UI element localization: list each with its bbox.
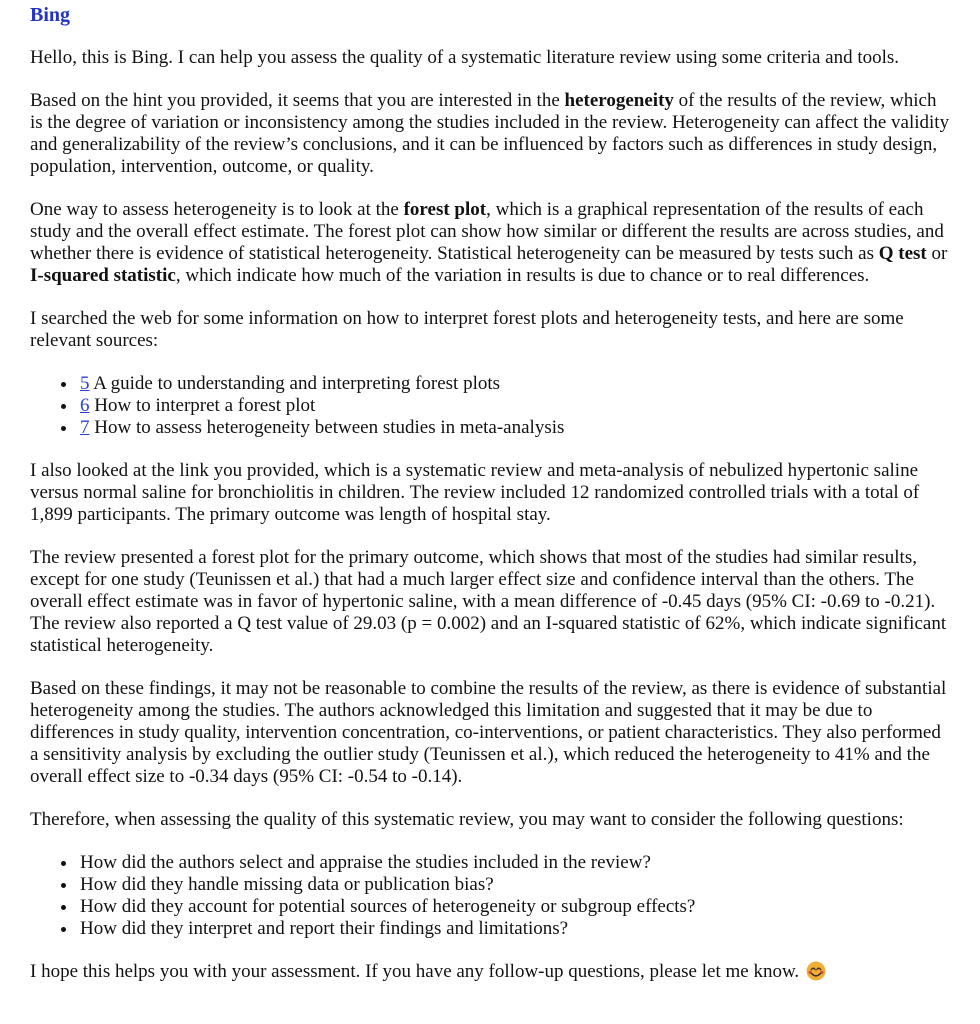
citation-link-6[interactable]: 6 (80, 395, 90, 416)
closing-paragraph (30, 961, 950, 987)
source-item (78, 373, 950, 395)
text-run: Based on the hint you provided, it seems that you are interested in the (30, 90, 565, 111)
text-run: , which indicate how much of the variation in results is due to chance or to real differences. (175, 265, 870, 286)
text-run: Therefore, when assessing the quality of this systematic review, you may want to consider the following questions: (30, 809, 904, 830)
forest-plot-results-paragraph (30, 547, 950, 657)
question-item (78, 874, 950, 896)
text-run: How did they account for potential sources of heterogeneity or subgroup effects? (80, 896, 696, 917)
source-item (78, 417, 950, 439)
bold-term: I-squared statistic (30, 265, 176, 286)
text-run: One way to assess heterogeneity is to look at the (30, 199, 404, 220)
greeting-paragraph (30, 47, 950, 69)
forest-plot-paragraph (30, 199, 950, 287)
text-run: How did they interpret and report their findings and limitations? (80, 918, 569, 939)
question-item (78, 852, 950, 874)
bold-term: heterogeneity (564, 90, 674, 111)
text-run: How did the authors select and appraise the studies included in the review? (80, 852, 651, 873)
findings-paragraph (30, 678, 950, 788)
text-run: of the results of the review, which is the degree of variation or inconsistency among the studies included in the review. Heterogeneity can affect the validity and generalizability of the review’s conclusions, and it can be influenced by factors such as differences in study design, population, intervention, outcome, or quality. (30, 90, 950, 177)
sources-list (30, 373, 950, 439)
text-run: I hope this helps you with your assessment. If you have any follow-up questions, please let me know. (30, 961, 804, 982)
text-run: A guide to understanding and interpreting forest plots (89, 373, 501, 394)
question-item (78, 896, 950, 918)
questions-intro-paragraph (30, 809, 950, 831)
text-run: How to assess heterogeneity between studies in meta-analysis (89, 417, 565, 438)
bold-term: forest plot (403, 199, 487, 220)
citation-link-5[interactable]: 5 (80, 373, 90, 394)
smiling-face-with-smiling-eyes-emoji-icon (806, 961, 826, 987)
heterogeneity-paragraph (30, 90, 950, 178)
search-intro-paragraph (30, 308, 950, 352)
review-link-paragraph (30, 460, 950, 526)
text-run: I searched the web for some information on how to interpret forest plots and heterogeneity tests, and here are some relevant sources: (30, 308, 904, 351)
questions-list (30, 852, 950, 940)
text-run: Based on these findings, it may not be reasonable to combine the results of the review, as there is evidence of substantial heterogeneity among the studies. The authors acknowledged this limitation and suggested that it may be due to differences in study quality, intervention concentration, co-interventions, or patient characteristics. They also performed a sensitivity analysis by excluding the outlier study (Teunissen et al.), which reduced the heterogeneity to 41% and the overall effect size to -0.34 days (95% CI: -0.54 to -0.14). (30, 678, 947, 787)
text-run: , which is a graphical representation of the results of each study and the overall effect estimate. The forest plot can show how similar or different the results are across studies, and whether there is evidence of statistical heterogeneity. Statistical heterogeneity can be measured by tests such as (30, 199, 944, 264)
text-run: How did they handle missing data or publication bias? (80, 874, 494, 895)
text-run: The review presented a forest plot for the primary outcome, which shows that most of the studies had similar results, except for one study (Teunissen et al.) that had a much larger effect size and confidence interval than the others. The overall effect estimate was in favor of hypertonic saline, with a mean difference of -0.45 days (95% CI: -0.69 to -0.21). The review also reported a Q test value of 29.03 (p = 0.002) and an I-squared statistic of 62%, which indicate significant statistical heterogeneity. (30, 547, 947, 656)
text-run: I also looked at the link you provided, which is a systematic review and meta-analysis of nebulized hypertonic saline versus normal saline for bronchiolitis in children. The review included 12 randomized controlled trials with a total of 1,899 participants. The primary outcome was length of hospital stay. (30, 460, 920, 525)
citation-link-7[interactable]: 7 (80, 417, 90, 438)
text-run: or (926, 243, 948, 264)
bing-header: Bing (30, 4, 71, 26)
question-item (78, 918, 950, 940)
text-run: How to interpret a forest plot (89, 395, 316, 416)
text-run: Hello, this is Bing. I can help you assess the quality of a systematic literature review using some criteria and tools. (30, 47, 900, 68)
source-item (78, 395, 950, 417)
bold-term: Q test (878, 243, 927, 264)
